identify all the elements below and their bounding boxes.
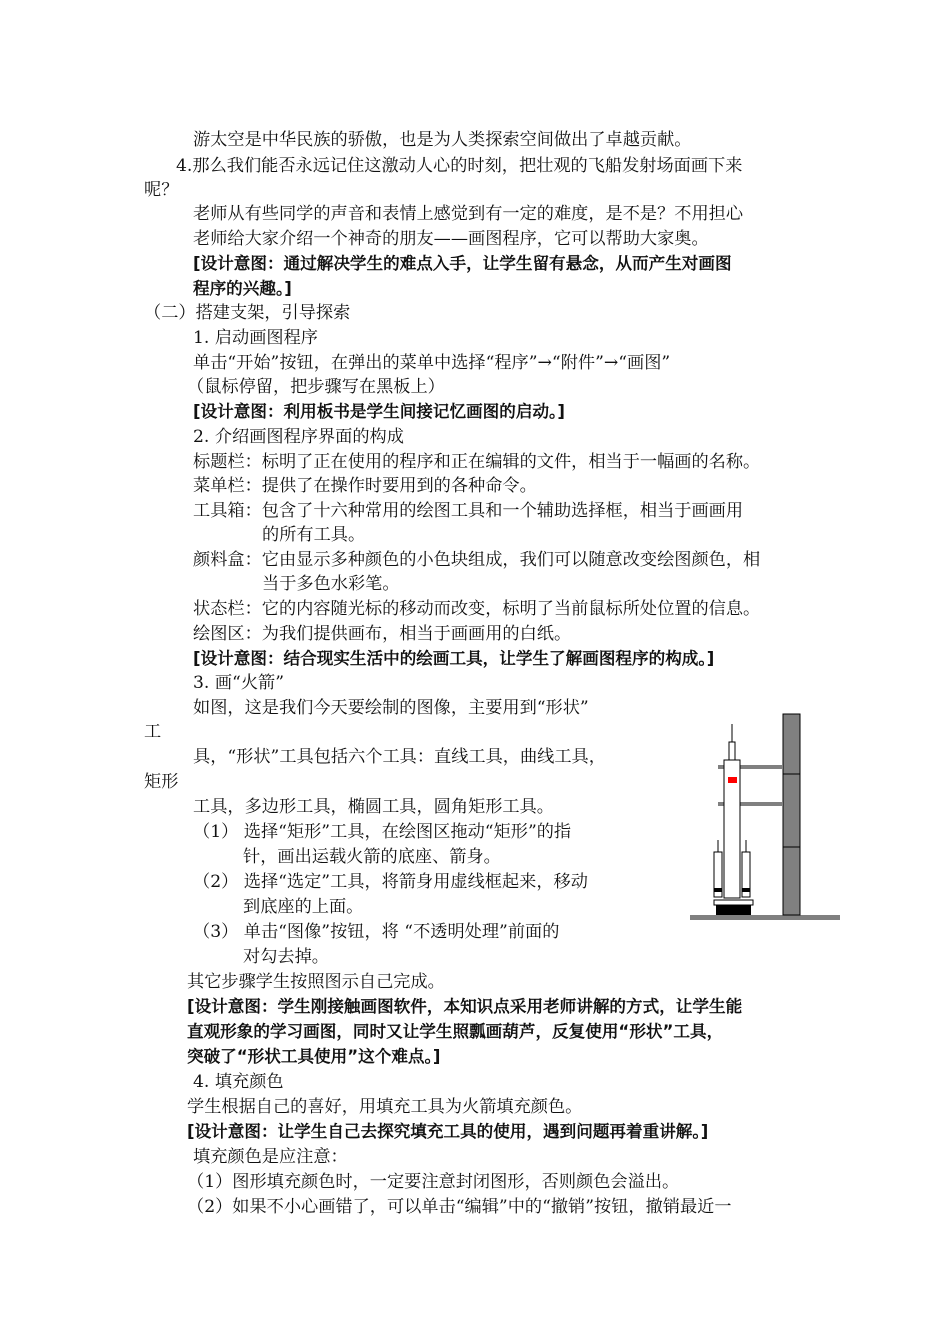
- list-item: （3） 单击“图像”按钮，将 “不透明处理”前面的: [193, 922, 560, 942]
- list-item: 对勾去掉。: [243, 947, 329, 967]
- step-heading: 2. 介绍画图程序界面的构成: [193, 427, 404, 447]
- ground-line: [690, 915, 840, 920]
- design-intent-note: 直观形象的学习画图，同时又让学生照瓢画葫芦，反复使用“形状”工具，: [187, 1022, 724, 1041]
- rocket-base: [716, 905, 751, 915]
- launch-tower: [783, 714, 800, 915]
- design-intent-note: [设计意图：利用板书是学生间接记忆画图的启动。]: [193, 402, 565, 421]
- text-line: 具，“形状”工具包括六个工具：直线工具，曲线工具，: [193, 747, 606, 767]
- design-intent-note: [设计意图：学生刚接触画图软件，本知识点采用老师讲解的方式，让学生能: [187, 997, 743, 1016]
- section-heading: （二）搭建支架，引导探索: [144, 303, 351, 323]
- design-intent-note: [设计意图：通过解决学生的难点入手，让学生留有悬念，从而产生对画图: [193, 254, 732, 273]
- text-line: 工: [144, 722, 162, 742]
- text-line: 游太空是中华民族的骄傲，也是为人类探索空间做出了卓越贡献。: [193, 130, 692, 150]
- text-line: 4.那么我们能否永远记住这激动人心的时刻，把壮观的飞船发射场面画下来: [176, 156, 743, 176]
- step-heading: 1. 启动画图程序: [193, 328, 318, 348]
- text-line: 矩形: [144, 772, 179, 792]
- text-line: 其它步骤学生按照图示自己完成。: [187, 972, 445, 992]
- text-line: 绘图区：为我们提供画布，相当于画画用的白纸。: [193, 624, 572, 644]
- text-line: 学生根据自己的喜好，用填充工具为火箭填充颜色。: [187, 1097, 583, 1117]
- text-line: 如图，这是我们今天要绘制的图像，主要用到“形状”: [193, 698, 589, 718]
- text-line: 呢？: [144, 180, 179, 200]
- list-item: （1）图形填充颜色时，一定要注意封闭图形，否则颜色会溢出。: [187, 1172, 680, 1192]
- text-line: 当于多色水彩笔。: [262, 574, 400, 594]
- list-item: 到底座的上面。: [243, 897, 364, 917]
- text-line: 填充颜色是应注意：: [193, 1147, 348, 1167]
- step-heading: 4. 填充颜色: [193, 1072, 284, 1092]
- text-line: 状态栏：它的内容随光标的移动而改变，标明了当前鼠标所处位置的信息。: [193, 599, 761, 619]
- design-intent-note: 程序的兴趣。]: [193, 279, 292, 298]
- list-item: （2）如果不小心画错了，可以单击“编辑”中的“撤销”按钮，撤销最近一: [187, 1197, 732, 1217]
- text-line: 老师从有些同学的声音和表情上感觉到有一定的难度，是不是？不用担心: [193, 204, 744, 224]
- step-heading: 3. 画“火箭”: [193, 673, 284, 693]
- list-item: （1） 选择“矩形”工具，在绘图区拖动“矩形”的指: [193, 822, 572, 842]
- text-line: 工具箱：包含了十六种常用的绘图工具和一个辅助选择框，相当于画画用: [193, 501, 744, 521]
- design-intent-note: [设计意图：结合现实生活中的绘画工具，让学生了解画图程序的构成。]: [193, 649, 715, 668]
- text-line: 工具，多边形工具，椭圆工具，圆角矩形工具。: [193, 797, 554, 817]
- text-line: 标题栏：标明了正在使用的程序和正在编辑的文件，相当于一幅画的名称。: [193, 452, 761, 472]
- list-item: 针，画出运载火箭的底座、箭身。: [243, 847, 501, 867]
- text-line: （鼠标停留，把步骤写在黑板上）: [187, 377, 445, 397]
- design-intent-note: 突破了“形状工具使用”这个难点。]: [187, 1047, 441, 1066]
- text-line: 单击“开始”按钮，在弹出的菜单中选择“程序”→“附件”→“画图”: [193, 353, 671, 373]
- text-line: 的所有工具。: [262, 525, 366, 545]
- text-line: 菜单栏：提供了在操作时要用到的各种命令。: [193, 476, 537, 496]
- text-line: 老师给大家介绍一个神奇的朋友——画图程序，它可以帮助大家奥。: [193, 229, 709, 249]
- text-line: 颜料盒：它由显示多种颜色的小色块组成，我们可以随意改变绘图颜色，相: [193, 550, 761, 570]
- design-intent-note: [设计意图：让学生自己去探究填充工具的使用，遇到问题再着重讲解。]: [187, 1122, 709, 1141]
- rocket-launch-tower-illustration: [690, 712, 840, 926]
- list-item: （2） 选择“选定”工具，将箭身用虚线框起来，移动: [193, 872, 588, 892]
- rocket-flag: [728, 777, 737, 783]
